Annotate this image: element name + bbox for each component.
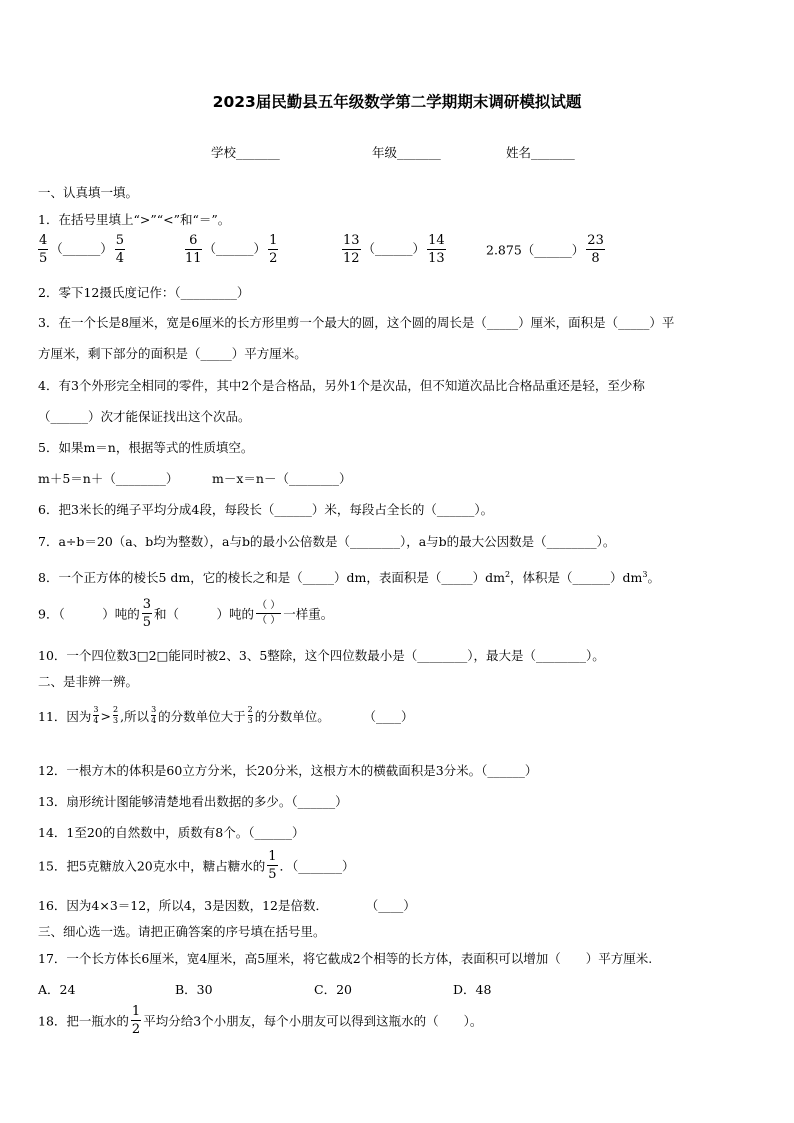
answer-blank[interactable]: 2.875（______） bbox=[486, 242, 585, 258]
option-d[interactable]: D．48 bbox=[453, 982, 492, 997]
question-8: 8．一个正方体的棱长5 dm，它的棱长之和是（_____）dm，表面积是$(\_\_\_\_\_)dm^2$，体积是$(\_\_\_\_\_\_)dm^3$。 bbox=[38, 569, 661, 585]
question-9: 9．（ ）吨的 $\frac{3}{5}$ 和（ ）吨的 $\frac{( )}{( )}$ 一样重。 bbox=[38, 597, 334, 630]
question-1: 1．在括号里填上“>”“<”和“＝”。 bbox=[38, 212, 231, 227]
question-11: 11．因为 $\frac{3}{4}$ > $\frac{2}{3}$ ,所以 $\frac{3}{4}$ 的分数单位大于 $\frac{2}{3}$ 的分数单位。 （____） bbox=[38, 705, 414, 725]
question-15: 15．把5克糖放入20克水中，糖占糖水的 $\frac{1}{5}$ ．（_______） bbox=[38, 849, 355, 882]
option-a[interactable]: A．24 bbox=[38, 982, 76, 997]
page-title: 2023届民勤县五年级数学第二学期期末调研模拟试题 bbox=[212, 93, 582, 111]
question-13: 13．扇形统计图能够清楚地看出数据的多少。（______） bbox=[38, 794, 348, 809]
question-17: 17．一个长方体长6厘米，宽4厘米，高5厘米，将它截成2个相等的长方体，表面积可以增加（ ）平方厘米. bbox=[38, 951, 653, 966]
answer-blank[interactable]: （____） bbox=[369, 709, 414, 724]
section-2-heading: 二、是非辨一辨。 bbox=[38, 674, 139, 689]
question-18: 18．把一瓶水的 $\frac{1}{2}$ 平均分给3个小朋友，每个小朋友可以得到这瓶水的（ ）。 bbox=[38, 1004, 483, 1037]
compare-pair-3 bbox=[340, 234, 448, 265]
fraction: $\frac{3}{5}$ bbox=[142, 597, 151, 630]
fraction: $\frac{1}{2}$ bbox=[269, 233, 278, 266]
compare-pair-2 bbox=[183, 234, 280, 265]
fraction: $\frac{6}{11}$ bbox=[185, 233, 202, 266]
answer-blank[interactable]: （______） bbox=[362, 241, 426, 256]
fraction: $\frac{13}{12}$ bbox=[343, 233, 360, 266]
question-6: 6．把3米长的绳子平均分成4段，每段长（______）米，每段占全长的（______）。 bbox=[38, 502, 494, 517]
section-3-heading: 三、细心选一选。请把正确答案的序号填在括号里。 bbox=[38, 924, 326, 939]
question-3-line-1: 3．在一个长是8厘米，宽是6厘米的长方形里剪一个最大的圆，这个圆的周长是（_____）厘米，面积是（_____）平 bbox=[38, 315, 675, 330]
grade-field[interactable]: 年级_______ bbox=[372, 145, 441, 160]
option-c[interactable]: C．20 bbox=[314, 982, 352, 997]
answer-blank[interactable]: （______） bbox=[50, 241, 113, 256]
question-14: 14．1至20的自然数中，质数有8个。（______） bbox=[38, 825, 305, 840]
question-5-part-a: m＋5＝n＋（________） bbox=[38, 471, 179, 486]
fraction: $\frac{14}{13}$ bbox=[428, 233, 445, 266]
question-7: 7．a÷b＝20（a、b均为整数），a与b的最小公倍数是（________），a与b的最大公因数是（________）。 bbox=[38, 534, 616, 549]
answer-blank[interactable]: （______） bbox=[203, 241, 267, 256]
fraction-blank[interactable]: $\frac{( )}{( )}$ bbox=[257, 600, 281, 626]
question-5-part-b: m－x＝n－（________） bbox=[212, 471, 352, 486]
section-1-heading: 一、认真填一填。 bbox=[38, 185, 139, 200]
question-5: 5．如果m＝n，根据等式的性质填空。 bbox=[38, 440, 254, 455]
question-10: 10．一个四位数3□2□能同时被2、3、5整除，这个四位数最小是（________），最大是（________）。 bbox=[38, 648, 605, 663]
school-field[interactable]: 学校_______ bbox=[211, 145, 280, 160]
question-12: 12．一根方木的体积是60立方分米，长20分米，这根方木的横截面积是3分米。（______） bbox=[38, 763, 538, 778]
name-field[interactable]: 姓名_______ bbox=[506, 145, 575, 160]
question-3-line-2: 方厘米，剩下部分的面积是（_____）平方厘米。 bbox=[38, 346, 307, 361]
question-2: 2．零下12摄氏度记作：（_________） bbox=[38, 285, 250, 300]
fraction: $\frac{23}{8}$ bbox=[587, 233, 604, 266]
compare-pair-1 bbox=[36, 234, 127, 265]
question-16: 16．因为4×3＝12，所以4，3是因数，12是倍数． （____） bbox=[38, 898, 416, 913]
question-4-line-2: （______）次才能保证找出这个次品。 bbox=[38, 409, 251, 424]
fraction: $\frac{4}{5}$ bbox=[39, 233, 48, 266]
option-b[interactable]: B．30 bbox=[175, 982, 213, 997]
question-4-line-1: 4．有3个外形完全相同的零件，其中2个是合格品，另外1个是次品，但不知道次品比合格品重还是轻，至少称 bbox=[38, 378, 645, 393]
fraction: $\frac{5}{4}$ bbox=[115, 233, 125, 266]
answer-blank[interactable]: （____） bbox=[372, 898, 416, 913]
compare-pair-4 bbox=[486, 234, 607, 265]
